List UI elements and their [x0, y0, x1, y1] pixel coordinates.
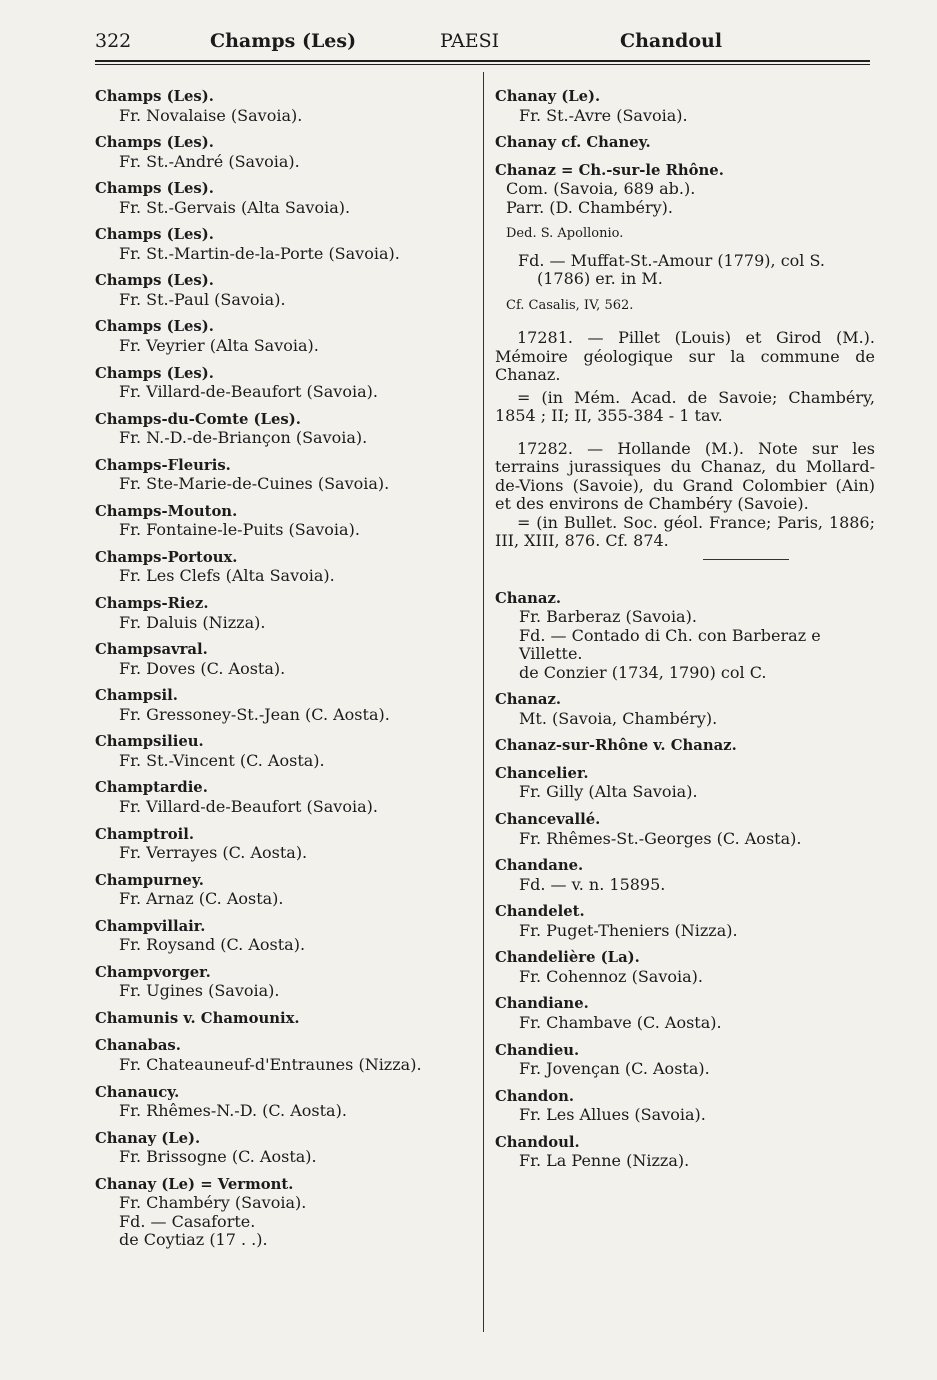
entry-headword: Chancelier. [495, 764, 589, 782]
entry [495, 765, 875, 802]
entry-headword: Chandane. [495, 857, 584, 875]
entry [95, 1084, 470, 1121]
entry [95, 733, 470, 770]
running-head-right: Chandoul [620, 30, 723, 52]
entry-headword: Chandon. [495, 1087, 575, 1105]
entry-line: Fr. Chambéry (Savoia). [119, 1193, 307, 1213]
entry-headword: Chanaucy. [95, 1083, 180, 1101]
entry-line: Fr. Ste-Marie-de-Cuines (Savoia). [119, 474, 390, 494]
bibliography-ref: = (in Bullet. Soc. géol. France; Paris, 1886; III, XIII, 876. Cf. 874. [495, 512, 875, 551]
entry-line: Fr. Villard-de-Beaufort (Savoia). [119, 796, 378, 816]
entry-line: Fd. — v. n. 15895. [519, 874, 666, 894]
entry-line: Fr. Novalaise (Savoia). [119, 105, 303, 125]
section-divider [703, 559, 789, 560]
entry-line: Parr. (D. Chambéry). [506, 197, 673, 217]
entry [95, 549, 470, 586]
entry [495, 737, 875, 756]
bibliography-ref: = (in Mém. Acad. de Savoie; Chambéry, 1854 ; II; II, 355-384 - 1 tav. [495, 387, 875, 426]
entry-line: Fr. Chambave (C. Aosta). [519, 1012, 722, 1032]
entry-line: Fr. St.-Gervais (Alta Savoia). [119, 197, 351, 217]
entry-line: Fr. Rhêmes-N.-D. (C. Aosta). [119, 1101, 347, 1121]
entry-headword: Chanaz-sur-Rhône v. Chanaz. [495, 737, 737, 755]
entry [495, 811, 875, 848]
entry [95, 779, 470, 816]
entry-line: Fr. La Penne (Nizza). [519, 1151, 690, 1171]
column-divider [483, 72, 484, 1332]
entry-line: Fd. — Contado di Ch. con Barberaz e Villette. [519, 625, 821, 664]
entry [495, 857, 875, 894]
entry-line: Fr. Fontaine-le-Puits (Savoia). [119, 520, 360, 540]
entry-line: Fr. Gilly (Alta Savoia). [519, 782, 698, 802]
bibliography-item: 17281. — Pillet (Louis) et Girod (M.). Mémoire géologique sur la commune de Chanaz. [495, 328, 875, 385]
entry-line: Fr. Gressoney-St.-Jean (C. Aosta). [119, 704, 390, 724]
entry [95, 134, 470, 171]
entry-headword: Chancevallé. [495, 811, 601, 829]
entry-line: Fr. Les Clefs (Alta Savoia). [119, 566, 335, 586]
entry-line: Fr. Verrayes (C. Aosta). [119, 843, 308, 862]
entry [495, 995, 875, 1032]
entry-line: Fr. Cohennoz (Savoia). [519, 966, 703, 986]
header-rule-thin [95, 64, 870, 65]
entry [95, 1176, 470, 1250]
entry-headword: Champsilieu. [95, 733, 204, 751]
entry [495, 1134, 875, 1171]
entry [95, 595, 470, 632]
page-header [95, 30, 870, 58]
entry [95, 180, 470, 217]
entry-headword: Champs-Mouton. [95, 502, 238, 520]
entry-headword: Champs-du-Comte (Les). [95, 410, 301, 428]
entry-headword: Champurney. [95, 871, 204, 889]
entry [495, 903, 875, 940]
entry [95, 411, 470, 448]
bibliography-item: 17282. — Hollande (M.). Note sur les terrains jurassiques du Chanaz, du Mollard-de-Vions (Savoie), du Grand Colombier (Ain) et des environs de Chambéry (Savoie). [495, 438, 875, 514]
entry-headword: Champs-Riez. [95, 595, 209, 613]
entry [495, 88, 875, 125]
entry [95, 641, 470, 678]
entry-line: Fr. Daluis (Nizza). [119, 612, 266, 632]
entry-headword: Champs (Les). [95, 88, 214, 105]
entry-headword: Chandelière (La). [495, 949, 640, 967]
entry-line: Fr. Jovençan (C. Aosta). [519, 1059, 710, 1079]
running-head-left: Champs (Les) [210, 30, 357, 52]
entry-line: Fr. Puget-Theniers (Nizza). [519, 920, 738, 940]
entry-headword: Chanay (Le) = Vermont. [95, 1175, 294, 1193]
entry-headword: Champs (Les). [95, 180, 214, 198]
left-column [95, 88, 470, 1259]
entry-headword: Chandoul. [495, 1133, 580, 1151]
entry-line: Fr. Ugines (Savoia). [119, 981, 280, 1001]
entry-line: Fr. Doves (C. Aosta). [119, 658, 286, 678]
entry-headword: Champs (Les). [95, 318, 214, 336]
entry-headword: Champtardie. [95, 779, 208, 797]
entry-line: Fr. St.-André (Savoia). [119, 151, 300, 171]
entry [95, 226, 470, 263]
entry [95, 318, 470, 355]
entry-line: Fr. Villard-de-Beaufort (Savoia). [119, 382, 378, 402]
entry-line: de Coytiaz (17 . .). [119, 1230, 268, 1250]
entry [495, 590, 875, 683]
entry-headword: Chandiane. [495, 995, 589, 1013]
entry-headword: Chanay cf. Chaney. [495, 134, 651, 152]
entry-headword: Chanaz. [495, 691, 562, 709]
right-entry-list [495, 590, 875, 1171]
entry-line: Fd. — Casaforte. [119, 1211, 256, 1231]
entry-headword: Champs-Fleuris. [95, 456, 231, 474]
entry-line: Fr. Barberaz (Savoia). [519, 607, 697, 627]
entry [95, 1010, 470, 1029]
entry-line: Fr. Roysand (C. Aosta). [119, 935, 306, 955]
entry-line: Fr. Rhêmes-St.-Georges (C. Aosta). [519, 828, 802, 848]
entry [495, 162, 875, 316]
entry-headword: Chanay (Le). [95, 1129, 201, 1147]
entry-headword: Chanaz. [495, 589, 562, 607]
entry-headword: Champs (Les). [95, 272, 214, 290]
entry-line: Fr. St.-Avre (Savoia). [519, 105, 688, 125]
entry [495, 134, 875, 153]
entry-headword: Chanabas. [95, 1037, 181, 1055]
entry-line: Fr. Les Allues (Savoia). [519, 1105, 706, 1125]
entry [95, 1130, 470, 1167]
entry-line: de Conzier (1734, 1790) col C. [519, 662, 767, 682]
entry [95, 365, 470, 402]
entry-headword: Champs (Les). [95, 226, 214, 244]
entry [495, 949, 875, 986]
entry-line: Cf. Casalis, IV, 562. [506, 297, 634, 313]
entry [95, 687, 470, 724]
right-column [495, 88, 875, 1180]
entry [95, 457, 470, 494]
entry-line: Fr. St.-Paul (Savoia). [119, 289, 286, 309]
entry-headword: Champtroil. [95, 825, 195, 843]
entry-line: Fr. N.-D.-de-Briançon (Savoia). [119, 428, 368, 448]
entry-line: Com. (Savoia, 689 ab.). [506, 179, 696, 199]
entry [95, 1037, 470, 1074]
entry [95, 872, 470, 909]
entry-line: Fd. — Muffat-St.-Amour (1779), col S. (1786) er. in M. [518, 250, 825, 289]
entry [95, 88, 470, 125]
entry-headword: Chamunis v. Chamounix. [95, 1009, 300, 1027]
entry-headword: Champs (Les). [95, 134, 214, 152]
entry-headword: Chanaz = Ch.-sur-le Rhône. [495, 161, 724, 179]
entry [95, 272, 470, 309]
entry-headword: Chanay (Le). [495, 88, 601, 105]
entry-line: Fr. St.-Vincent (C. Aosta). [119, 750, 325, 770]
entry-headword: Champs-Portoux. [95, 548, 238, 566]
entry-headword: Champsil. [95, 687, 178, 705]
page-number: 322 [95, 30, 132, 52]
entry [95, 826, 470, 863]
entry [495, 1042, 875, 1079]
entry [495, 1088, 875, 1125]
header-rule [95, 60, 870, 62]
page-title: PAESI [440, 30, 500, 52]
entry-headword: Champsavral. [95, 641, 208, 659]
entry [95, 964, 470, 1001]
entry-line: Fr. Chateauneuf-d'Entraunes (Nizza). [119, 1054, 422, 1074]
entry-line: Fr. Brissogne (C. Aosta). [119, 1147, 317, 1167]
entry-line: Fr. Veyrier (Alta Savoia). [119, 335, 319, 355]
entry-headword: Chandelet. [495, 903, 585, 921]
entry-headword: Champvorger. [95, 963, 211, 981]
entry [95, 918, 470, 955]
entry [495, 691, 875, 728]
entry-headword: Chandieu. [495, 1041, 580, 1059]
entry-line: Ded. S. Apollonio. [506, 226, 624, 242]
entry-headword: Champs (Les). [95, 364, 214, 382]
entry-line: Fr. Arnaz (C. Aosta). [119, 889, 284, 909]
entry [95, 503, 470, 540]
entry-line: Mt. (Savoia, Chambéry). [519, 708, 718, 728]
entry-headword: Champvillair. [95, 917, 206, 935]
entry-line: Fr. St.-Martin-de-la-Porte (Savoia). [119, 243, 400, 263]
